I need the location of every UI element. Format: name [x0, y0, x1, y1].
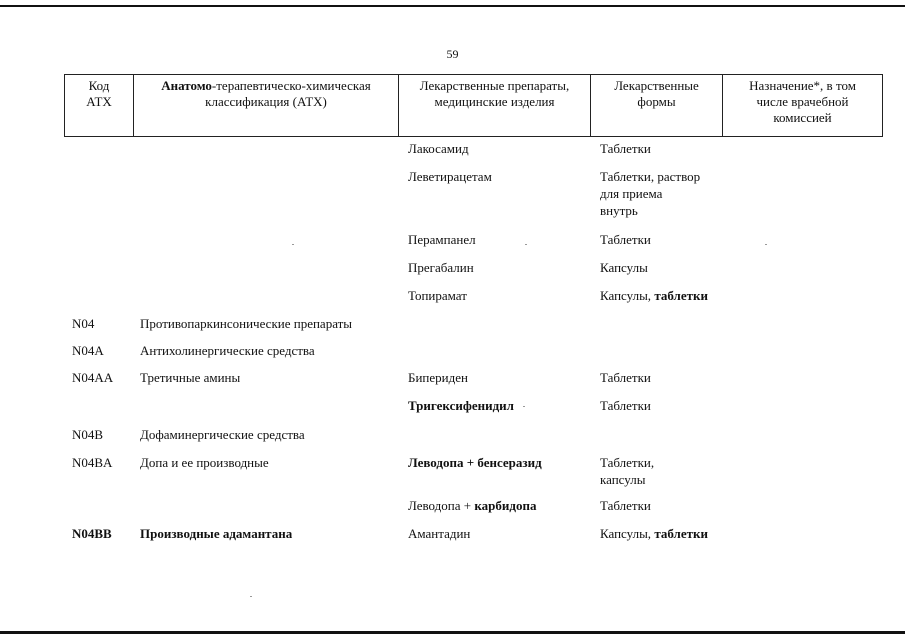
header-atc-classification: Анатомо-терапевтическо-химическая классификация (АТХ) — [134, 75, 399, 137]
drug-levetiracetam: Леветирацетам — [408, 169, 492, 184]
scan-speck — [525, 244, 527, 245]
header-drugs: Лекарственные препараты, медицинские изделия — [399, 75, 591, 137]
drug-lacosamide: Лакосамид — [408, 141, 469, 156]
header-code: Код АТХ — [65, 75, 134, 137]
scan-speck — [523, 406, 525, 407]
form-levetiracetam: Таблетки, раствор для приема внутрь — [600, 169, 701, 218]
drug-topiramate: Топирамат — [408, 288, 467, 303]
header-purpose: Назначение*, в том числе врачебной комиссией — [723, 75, 883, 137]
scan-speck — [250, 596, 252, 597]
form-lacosamide: Таблетки — [600, 141, 651, 156]
form-pregabalin: Капсулы — [600, 260, 648, 275]
class-n04aa: Третичные амины — [140, 370, 241, 385]
form-topiramate: Капсулы, таблетки — [600, 288, 708, 303]
code-n04bb: N04BB — [72, 526, 112, 541]
form-perampanel: Таблетки — [600, 232, 651, 247]
code-n04ba: N04BA — [72, 455, 113, 470]
drug-trihexyphenidyl: Тригексифенидил — [408, 398, 514, 413]
page-number: 59 — [446, 47, 459, 61]
class-n04: Противопаркинсонические препараты — [140, 316, 353, 331]
code-n04a: N04A — [72, 343, 104, 358]
drug-biperiden: Бипериден — [408, 370, 468, 385]
drug-amantadine: Амантадин — [408, 526, 471, 541]
drug-perampanel: Перампанел — [408, 232, 476, 247]
class-n04b: Дофаминергические средства — [140, 427, 305, 442]
drug-levodopa-benserazide: Леводопа + бенсеразид — [408, 455, 542, 470]
header-forms: Лекарственные формы — [591, 75, 723, 137]
bottom-rule — [0, 631, 905, 634]
top-rule — [0, 5, 905, 7]
form-levodopa-carbidopa: Таблетки — [600, 498, 651, 513]
drug-levodopa-carbidopa: Леводопа + карбидопа — [408, 498, 537, 513]
form-trihexyphenidyl: Таблетки — [600, 398, 651, 413]
scan-speck — [765, 244, 767, 245]
class-n04ba: Допа и ее производные — [140, 455, 269, 470]
table-header — [64, 74, 883, 137]
class-n04bb: Производные адамантана — [140, 526, 293, 541]
code-n04aa: N04AA — [72, 370, 114, 385]
drug-pregabalin: Прегабалин — [408, 260, 474, 275]
header-row — [65, 75, 883, 137]
class-n04a: Антихолинергические средства — [140, 343, 315, 358]
scan-speck — [292, 244, 294, 245]
form-amantadine: Капсулы, таблетки — [600, 526, 708, 541]
code-n04b: N04B — [72, 427, 104, 442]
code-n04: N04 — [72, 316, 95, 331]
form-biperiden: Таблетки — [600, 370, 651, 385]
form-levodopa-benserazide: Таблетки, капсулы — [600, 455, 655, 487]
